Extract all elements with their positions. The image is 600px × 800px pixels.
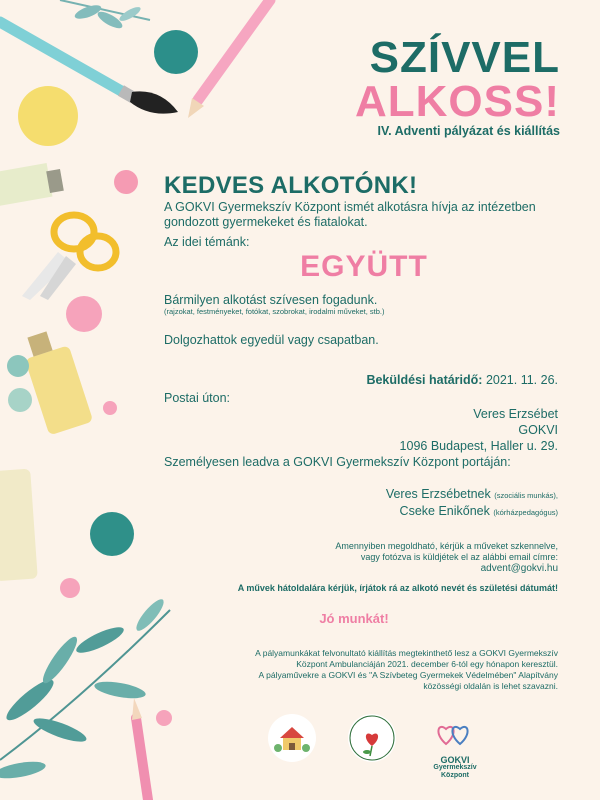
bead-icon bbox=[18, 86, 78, 146]
bead-icon bbox=[90, 512, 134, 556]
gokvi-logo-line-2: Gyermekszív bbox=[433, 764, 477, 771]
bead-icon bbox=[114, 170, 138, 194]
bead-icon bbox=[60, 578, 80, 598]
exhibit-line-4: közösségi oldalán is lehet szavazni. bbox=[423, 681, 558, 691]
house-logo-icon bbox=[268, 714, 316, 762]
leaf-branch-icon bbox=[60, 0, 150, 31]
exhibit-line-3: A pályaművekre a GOKVI és "A Szívbeteg Gyermekek Védelmében" Alapítvány bbox=[258, 670, 558, 680]
bead-icon bbox=[66, 296, 102, 332]
exhibit-line-1: A pályamunkákat felvonultató kiállítás megtekinthető lesz a GOKVI Gyermekszív bbox=[255, 648, 558, 658]
gokvi-logo-line-1: GOKVI bbox=[440, 755, 470, 765]
contact-2 bbox=[258, 504, 558, 518]
any-work-text: Bármilyen alkotást szívesen fogadunk. bbox=[164, 293, 378, 307]
email-note-line-1: Amennyiben megoldható, kérjük a műveket szkennelve, bbox=[335, 541, 558, 551]
post-label: Postai úton: bbox=[164, 391, 231, 405]
email-address[interactable]: advent@gokvi.hu bbox=[480, 563, 558, 574]
contact-1 bbox=[258, 487, 558, 501]
paint-tube-icon bbox=[0, 163, 64, 207]
bead-icon bbox=[156, 710, 172, 726]
bead-icon bbox=[154, 30, 198, 74]
paint-tube-icon bbox=[0, 469, 38, 582]
title-line-1: SZÍVVEL bbox=[369, 33, 560, 82]
personal-delivery-text: Személyesen leadva a GOKVI Gyermekszív Központ portáján: bbox=[164, 455, 511, 469]
subtitle: IV. Adventi pályázat és kiállítás bbox=[377, 124, 560, 138]
title-line-2: ALKOSS! bbox=[355, 77, 560, 126]
team-text: Dolgozhattok egyedül vagy csapatban. bbox=[164, 333, 379, 347]
any-work-examples: (rajzokat, festményeket, fotókat, szobrokat, irodalmi műveket, stb.) bbox=[164, 307, 385, 316]
bead-icon bbox=[103, 401, 117, 415]
address-org: GOKVI bbox=[518, 423, 558, 437]
paint-tube-icon bbox=[25, 331, 93, 435]
greeting-heading: KEDVES ALKOTÓNK! bbox=[164, 172, 418, 199]
contact-1-role: (szociális munkás), bbox=[494, 491, 558, 500]
heart-flower-logo-icon bbox=[348, 714, 396, 762]
email-note-line-2: vagy fotózva is küldjétek el az alábbi email címre: bbox=[360, 552, 558, 562]
intro-text: A GOKVI Gyermekszív Központ ismét alkotásra hívja az intézetben gondozott gyermekeket és fiatalokat. bbox=[164, 200, 536, 229]
deadline-date: 2021. 11. 26. bbox=[485, 373, 558, 387]
email-note bbox=[250, 541, 558, 574]
scissors-icon bbox=[22, 215, 116, 300]
bead-icon bbox=[7, 355, 29, 377]
contact-2-role: (kórházpedagógus) bbox=[493, 508, 558, 517]
gokvi-logo-text bbox=[420, 756, 490, 780]
theme-title: EGYÜTT bbox=[300, 250, 428, 283]
good-work-text: Jó munkát! bbox=[319, 611, 389, 626]
pencil-icon bbox=[132, 698, 148, 800]
back-note: A művek hátoldalára kérjük, írjátok rá az alkotó nevét és születési dátumát! bbox=[237, 583, 558, 593]
contact-2-name: Cseke Enikőnek bbox=[399, 504, 490, 518]
address-street: 1096 Budapest, Haller u. 29. bbox=[399, 439, 558, 453]
gokvi-logo-line-3: Központ bbox=[441, 772, 469, 779]
pencil-icon bbox=[188, 0, 270, 118]
exhibit-info bbox=[170, 648, 558, 692]
address-name: Veres Erzsébet bbox=[473, 407, 558, 421]
deadline-label: Beküldési határidő: bbox=[366, 373, 483, 387]
bead-icon bbox=[8, 388, 32, 412]
exhibit-line-2: Központ Ambulanciáján 2021. december 6-tól egy hónapon keresztül. bbox=[296, 659, 558, 669]
theme-label: Az idei témánk: bbox=[164, 235, 250, 249]
deadline bbox=[300, 373, 558, 387]
contact-1-name: Veres Erzsébetnek bbox=[385, 487, 491, 501]
